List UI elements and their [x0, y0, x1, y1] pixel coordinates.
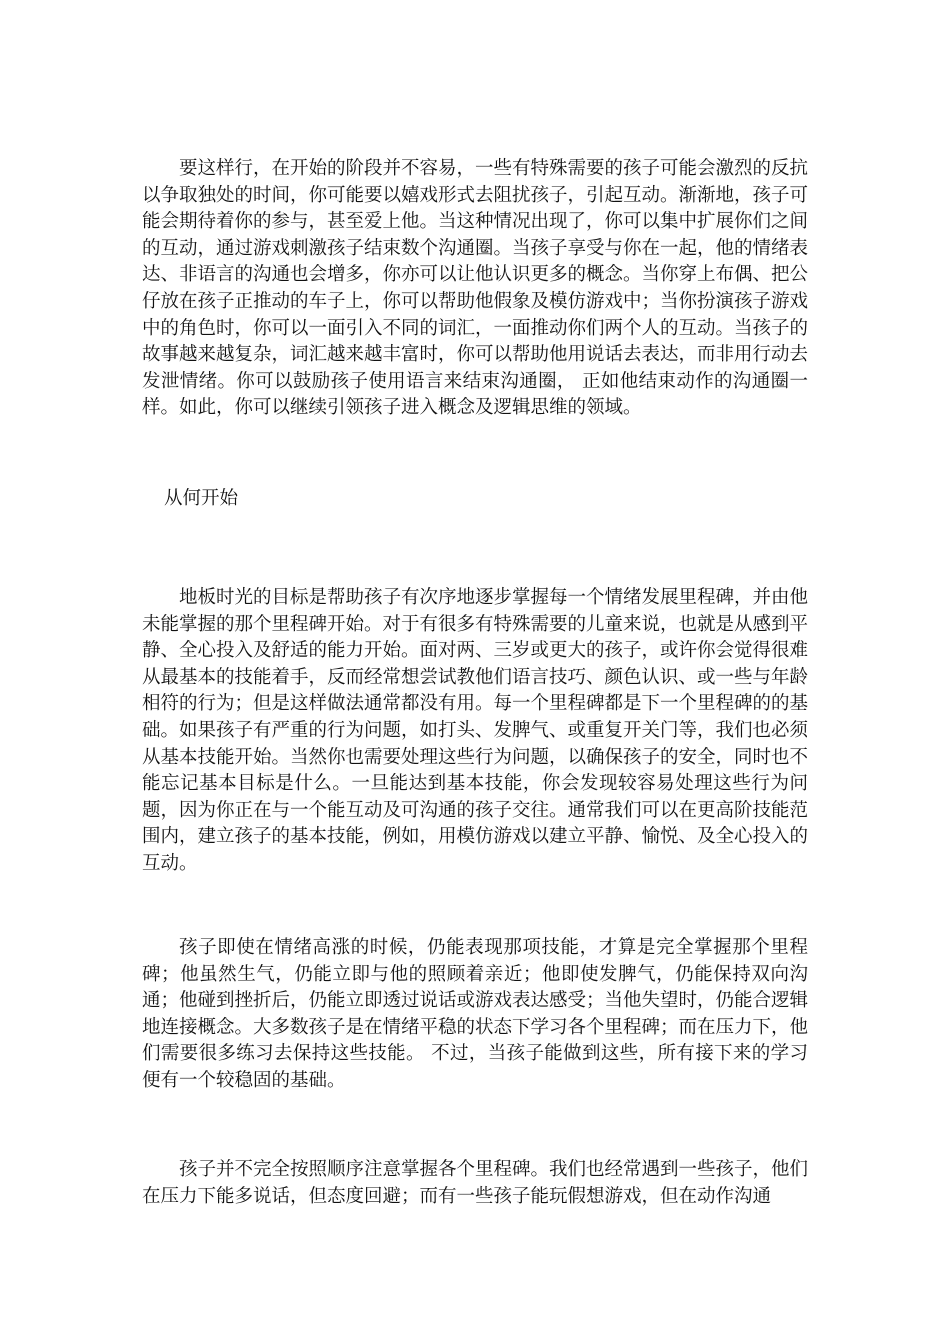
paragraph-1: 要这样行，在开始的阶段并不容易，一些有特殊需要的孩子可能会激烈的反抗以争取独处的时间，你可能要以嬉戏形式去阻扰孩子，引起互动。渐渐地，孩子可能会期待着你的参与，甚至爱上他。当这种情况出现了，你可以集中扩展你们之间的互动，通过游戏刺激孩子结束数个沟通圈。当孩子享受与你在一起，他的情绪表达、非语言的沟通也会增多，你亦可以让他认识更多的概念。当你穿上布偶、把公仔放在孩子正推动的车子上，你可以帮助他假象及模仿游戏中；当你扮演孩子游戏中的角色时，你可以一面引入不同的词汇，一面推动你们两个人的互动。当孩子的故事越来越复杂，词汇越来越丰富时，你可以帮助他用说话去表达，而非用行动去发泄情绪。你可以鼓励孩子使用语言来结束沟通圈， 正如他结束动作的沟通圈一样。如此，你可以继续引领孩子进入概念及逻辑思维的领域。: [142, 158, 809, 419]
paragraph-3: 孩子即使在情绪高涨的时候，仍能表现那项技能，才算是完全掌握那个里程碑；他虽然生气，仍能立即与他的照顾着亲近；他即使发脾气，仍能保持双向沟通；他碰到挫折后，仍能立即透过说话或游戏表达感受；当他失望时，仍能合逻辑地连接概念。大多数孩子是在情绪平稳的状态下学习各个里程碑；而在压力下，他们需要很多练习去保持这些技能。 不过，当孩子能做到这些，所有接下来的学习便有一个较稳固的基础。: [142, 937, 809, 1091]
paragraph-4: 孩子并不完全按照顺序注意掌握各个里程碑。我们也经常遇到一些孩子，他们在压力下能多说话，但态度回避；而有一些孩子能玩假想游戏，但在动作沟通: [142, 1159, 809, 1207]
paragraph-2: 地板时光的目标是帮助孩子有次序地逐步掌握每一个情绪发展里程碑，并由他未能掌握的那个里程碑开始。对于有很多有特殊需要的儿童来说，也就是从感到平静、全心投入及舒适的能力开始。面对两、三岁或更大的孩子，或许你会觉得很难从最基本的技能着手，反而经常想尝试教他们语言技巧、颜色认识、或一些与年龄相符的行为；但是这样做法通常都没有用。每一个里程碑都是下一个里程碑的的基础。如果孩子有严重的行为问题，如打头、发脾气、或重复开关门等，我们也必须从基本技能开始。当然你也需要处理这些行为问题，以确保孩子的安全，同时也不能忘记基本目标是什么。一旦能达到基本技能，你会发现较容易处理这些行为问题，因为你正在与一个能互动及可沟通的孩子交往。通常我们可以在更高阶技能范围内，建立孩子的基本技能，例如，用模仿游戏以建立平静、愉悦、及全心投入的互动。: [142, 587, 809, 874]
section-heading: 从何开始: [164, 488, 239, 509]
